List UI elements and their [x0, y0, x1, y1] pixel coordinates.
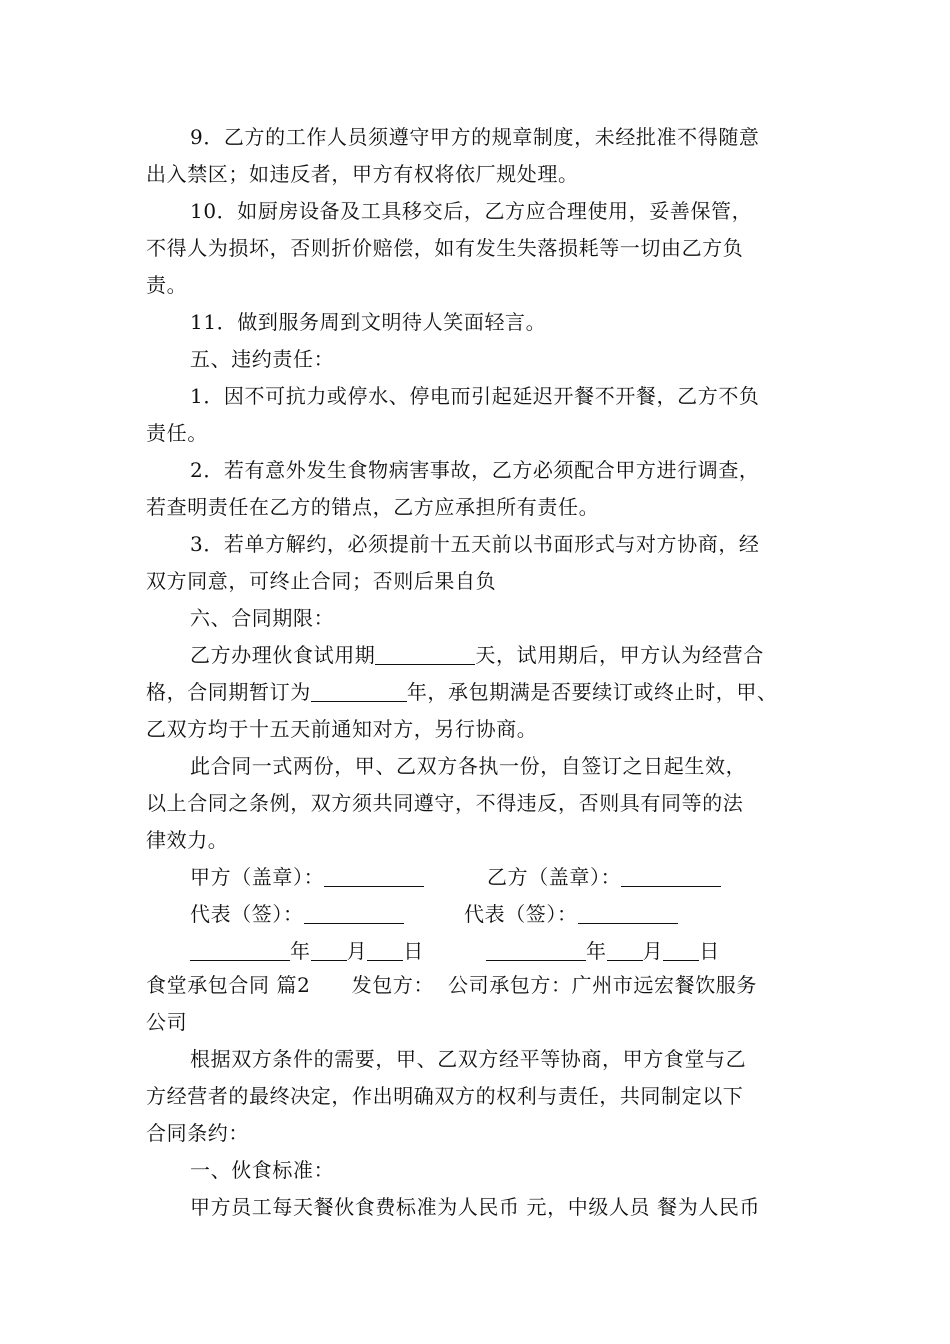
month-label: 月 — [346, 939, 368, 963]
representative-row — [190, 899, 840, 929]
liability-2-line1: 2．若有意外发生食物病害事故，乙方必须配合甲方进行调查， — [190, 458, 760, 482]
section-1-heading: 一、伙食标准： — [190, 1158, 335, 1182]
date-b — [486, 936, 720, 966]
term-line2 — [146, 677, 840, 707]
liability-1-line2: 责任。 — [146, 421, 208, 445]
liability-3-line2: 双方同意，可终止合同；否则后果自负 — [146, 569, 497, 593]
rep-b-label: 代表（签）： — [464, 902, 578, 926]
seal-row — [190, 862, 840, 892]
party-b-seal-label: 乙方（盖章）： — [487, 865, 622, 889]
date-b-day-blank — [663, 940, 699, 961]
date-a-month-blank — [311, 940, 347, 961]
party-a-seal-blank — [324, 866, 424, 887]
rep-a-label: 代表（签）： — [190, 902, 304, 926]
closing-line1: 此合同一式两份，甲、乙双方各执一份，自签订之日起生效， — [190, 754, 747, 778]
party-b-seal-blank — [621, 866, 721, 887]
date-a-year-blank — [190, 940, 290, 961]
closing-line2: 以上合同之条例，双方须共同遵守，不得违反，否则具有同等的法 — [146, 791, 744, 815]
date-b-year-blank — [486, 940, 586, 961]
intro-line2: 方经营者的最终决定，作出明确双方的权利与责任，共同制定以下 — [146, 1084, 744, 1108]
clause-9-line2: 出入禁区；如违反者，甲方有权将依厂规处理。 — [146, 162, 579, 186]
date-b-month-blank — [607, 940, 643, 961]
intro-line1: 根据双方条件的需要，甲、乙双方经平等协商，甲方食堂与乙 — [190, 1047, 747, 1071]
liability-3-line1: 3．若单方解约，必须提前十五天前以书面形式与对方协商，经 — [190, 532, 760, 556]
date-row — [190, 936, 840, 966]
clause-11: 11．做到服务周到文明待人笑面轻言。 — [190, 310, 547, 334]
rep-b-blank — [578, 903, 678, 924]
clause-10-line1: 10．如厨房设备及工具移交后，乙方应合理使用，妥善保管， — [190, 199, 753, 223]
closing-line3: 律效力。 — [146, 828, 229, 852]
clause-9-line1: 9．乙方的工作人员须遵守甲方的规章制度，未经批准不得随意 — [190, 125, 760, 149]
term-text: 年，承包期满是否要续订或终止时，甲、 — [406, 680, 778, 704]
term-text: 格，合同期暂订为 — [146, 680, 311, 704]
party-a-seal-label: 甲方（盖章）： — [190, 865, 325, 889]
rep-a-blank — [304, 903, 404, 924]
term-line3: 乙双方均于十五天前通知对方，另行协商。 — [146, 717, 538, 741]
contract-years-blank — [311, 681, 407, 702]
month-label: 月 — [642, 939, 664, 963]
term-line1 — [190, 640, 840, 670]
section-5-heading: 五、违约责任： — [190, 347, 335, 371]
date-a-day-blank — [367, 940, 403, 961]
contract-2-heading: 食堂承包合同 篇2 发包方： 公司承包方：广州市远宏餐饮服务 — [146, 973, 757, 997]
day-label: 日 — [699, 939, 720, 963]
year-label: 年 — [586, 939, 607, 963]
liability-2-line2: 若查明责任在乙方的错点，乙方应承担所有责任。 — [146, 495, 600, 519]
clause-10-line3: 责。 — [146, 273, 188, 297]
clause-10-line2: 不得人为损坏，否则折价赔偿，如有发生失落损耗等一切由乙方负 — [146, 236, 744, 260]
year-label: 年 — [290, 939, 311, 963]
intro-line3: 合同条约： — [146, 1121, 249, 1145]
contract-2-heading-cont: 公司 — [146, 1010, 188, 1034]
liability-1-line1: 1．因不可抗力或停水、停电而引起延迟开餐不开餐，乙方不负 — [190, 384, 760, 408]
meal-standard-line: 甲方员工每天餐伙食费标准为人民币 元，中级人员 餐为人民币 — [190, 1195, 761, 1219]
rep-b — [464, 899, 678, 929]
trial-days-blank — [375, 644, 475, 665]
term-text: 天，试用期后，甲方认为经营合 — [475, 643, 764, 667]
section-6-heading: 六、合同期限： — [190, 606, 335, 630]
term-text: 乙方办理伙食试用期 — [190, 643, 376, 667]
party-b-seal — [487, 862, 721, 892]
day-label: 日 — [403, 939, 424, 963]
